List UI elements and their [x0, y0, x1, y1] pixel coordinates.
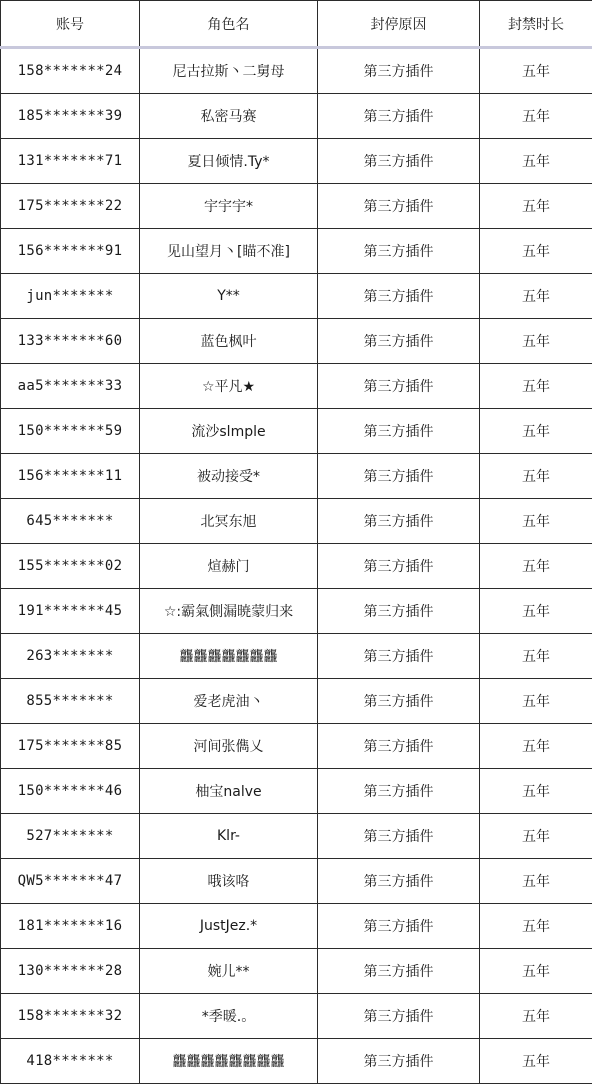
table-row: [1, 499, 592, 544]
table-row: [1, 1039, 592, 1084]
cell-role-name: 柚宝nalve: [140, 769, 318, 814]
cell-duration: 五年: [480, 139, 592, 184]
cell-account: 131*******71: [1, 139, 140, 184]
cell-account: 191*******45: [1, 589, 140, 634]
cell-reason: 第三方插件: [318, 679, 480, 724]
cell-account: 263*******: [1, 634, 140, 679]
table-row: [1, 48, 592, 94]
cell-duration: 五年: [480, 319, 592, 364]
table-row: [1, 769, 592, 814]
cell-account: 175*******85: [1, 724, 140, 769]
header-role-name: 角色名: [140, 1, 318, 48]
cell-reason: 第三方插件: [318, 139, 480, 184]
cell-role-name: 婉儿**: [140, 949, 318, 994]
table-body: [1, 48, 592, 1084]
table-row: [1, 724, 592, 769]
cell-reason: 第三方插件: [318, 859, 480, 904]
table-row: [1, 859, 592, 904]
cell-reason: 第三方插件: [318, 904, 480, 949]
cell-account: 418*******: [1, 1039, 140, 1084]
cell-duration: 五年: [480, 994, 592, 1039]
cell-reason: 第三方插件: [318, 454, 480, 499]
cell-account: 156*******91: [1, 229, 140, 274]
cell-reason: 第三方插件: [318, 814, 480, 859]
cell-role-name: 宇宇宇*: [140, 184, 318, 229]
cell-account: 645*******: [1, 499, 140, 544]
cell-reason: 第三方插件: [318, 499, 480, 544]
cell-reason: 第三方插件: [318, 184, 480, 229]
table-row: [1, 994, 592, 1039]
cell-role-name: 煊赫门: [140, 544, 318, 589]
cell-role-name: 龘龘龘龘龘龘龘: [140, 634, 318, 679]
cell-role-name: JustJez.*: [140, 904, 318, 949]
cell-account: jun*******: [1, 274, 140, 319]
header-reason: 封停原因: [318, 1, 480, 48]
cell-account: 156*******11: [1, 454, 140, 499]
cell-role-name: 夏日倾情.Ty*: [140, 139, 318, 184]
cell-reason: 第三方插件: [318, 364, 480, 409]
table-row: [1, 904, 592, 949]
cell-reason: 第三方插件: [318, 634, 480, 679]
cell-reason: 第三方插件: [318, 94, 480, 139]
cell-duration: 五年: [480, 679, 592, 724]
table-row: [1, 454, 592, 499]
cell-duration: 五年: [480, 724, 592, 769]
table-row: [1, 139, 592, 184]
cell-role-name: 河间张儁乂: [140, 724, 318, 769]
cell-duration: 五年: [480, 184, 592, 229]
cell-account: 133*******60: [1, 319, 140, 364]
cell-role-name: ☆平凡★: [140, 364, 318, 409]
cell-account: 150*******46: [1, 769, 140, 814]
table-row: [1, 319, 592, 364]
cell-role-name: 尼古拉斯丶二舅母: [140, 48, 318, 94]
cell-duration: 五年: [480, 634, 592, 679]
cell-duration: 五年: [480, 589, 592, 634]
cell-account: 155*******02: [1, 544, 140, 589]
table-row: [1, 94, 592, 139]
cell-duration: 五年: [480, 94, 592, 139]
cell-account: 158*******32: [1, 994, 140, 1039]
cell-reason: 第三方插件: [318, 724, 480, 769]
cell-role-name: 见山望月丶[瞄不准]: [140, 229, 318, 274]
table-row: [1, 409, 592, 454]
cell-role-name: 北冥东旭: [140, 499, 318, 544]
cell-duration: 五年: [480, 949, 592, 994]
cell-duration: 五年: [480, 544, 592, 589]
cell-duration: 五年: [480, 409, 592, 454]
table-row: [1, 949, 592, 994]
cell-duration: 五年: [480, 274, 592, 319]
cell-reason: 第三方插件: [318, 769, 480, 814]
cell-account: 158*******24: [1, 48, 140, 94]
cell-role-name: 被动接受*: [140, 454, 318, 499]
cell-account: 527*******: [1, 814, 140, 859]
cell-reason: 第三方插件: [318, 229, 480, 274]
cell-role-name: *季暖.。: [140, 994, 318, 1039]
table-row: [1, 274, 592, 319]
cell-role-name: 哦该咯: [140, 859, 318, 904]
cell-reason: 第三方插件: [318, 1039, 480, 1084]
cell-account: 855*******: [1, 679, 140, 724]
cell-duration: 五年: [480, 499, 592, 544]
cell-account: 185*******39: [1, 94, 140, 139]
cell-reason: 第三方插件: [318, 319, 480, 364]
cell-duration: 五年: [480, 1039, 592, 1084]
cell-role-name: Klr-: [140, 814, 318, 859]
table-row: [1, 589, 592, 634]
cell-reason: 第三方插件: [318, 589, 480, 634]
cell-reason: 第三方插件: [318, 409, 480, 454]
cell-role-name: Y**: [140, 274, 318, 319]
cell-role-name: 流沙slmple: [140, 409, 318, 454]
header-row: [1, 1, 592, 48]
table-row: [1, 814, 592, 859]
cell-account: QW5*******47: [1, 859, 140, 904]
cell-reason: 第三方插件: [318, 48, 480, 94]
cell-duration: 五年: [480, 814, 592, 859]
cell-account: aa5*******33: [1, 364, 140, 409]
cell-role-name: ☆:霸氣側漏暁蒙归来: [140, 589, 318, 634]
cell-account: 181*******16: [1, 904, 140, 949]
cell-role-name: 蓝色枫叶: [140, 319, 318, 364]
table-row: [1, 634, 592, 679]
header-duration: 封禁时长: [480, 1, 592, 48]
cell-account: 175*******22: [1, 184, 140, 229]
cell-account: 130*******28: [1, 949, 140, 994]
cell-account: 150*******59: [1, 409, 140, 454]
cell-role-name: 爱老虎油丶: [140, 679, 318, 724]
cell-reason: 第三方插件: [318, 949, 480, 994]
cell-reason: 第三方插件: [318, 544, 480, 589]
cell-duration: 五年: [480, 769, 592, 814]
header-account: 账号: [1, 1, 140, 48]
cell-duration: 五年: [480, 48, 592, 94]
table-header: [1, 1, 592, 48]
cell-duration: 五年: [480, 904, 592, 949]
cell-reason: 第三方插件: [318, 994, 480, 1039]
cell-duration: 五年: [480, 364, 592, 409]
cell-duration: 五年: [480, 229, 592, 274]
cell-duration: 五年: [480, 859, 592, 904]
table-row: [1, 679, 592, 724]
table-row: [1, 229, 592, 274]
table-row: [1, 184, 592, 229]
cell-reason: 第三方插件: [318, 274, 480, 319]
cell-role-name: 私密马赛: [140, 94, 318, 139]
cell-duration: 五年: [480, 454, 592, 499]
table-row: [1, 544, 592, 589]
table-row: [1, 364, 592, 409]
cell-role-name: 龘龘龘龘龘龘龘龘: [140, 1039, 318, 1084]
